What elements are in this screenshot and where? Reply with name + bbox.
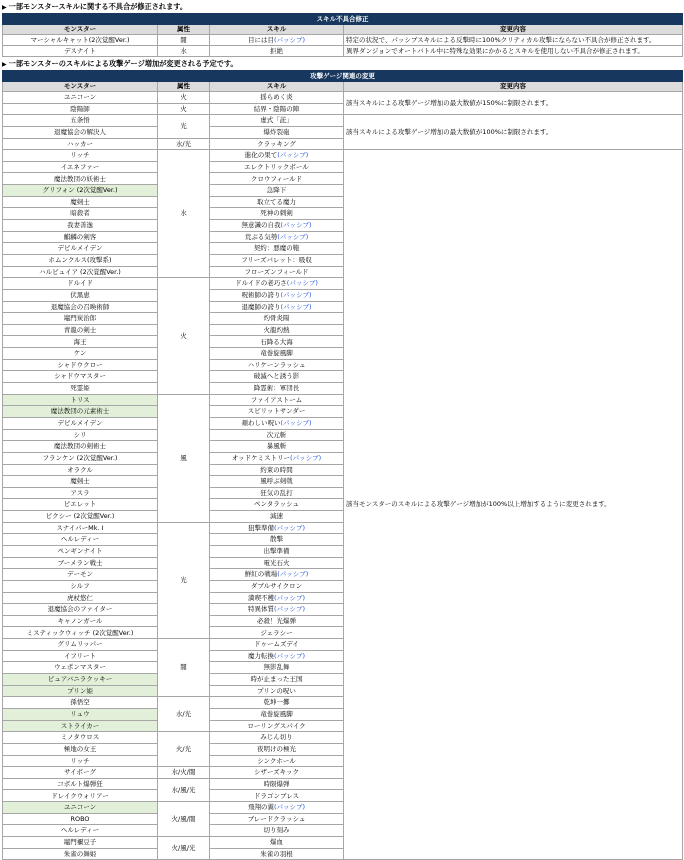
skill-cell (210, 743, 344, 755)
skill-cell (210, 452, 344, 464)
monster-cell: デスナイト (3, 46, 158, 57)
passive-tag: (パッシブ) (273, 651, 306, 660)
monster-cell: 退魔協会の召喚術師 (3, 301, 158, 313)
header-row (3, 82, 683, 92)
skill-name: オッドケミストリー (231, 453, 291, 462)
skill-cell (210, 115, 344, 127)
monster-cell: コボルト爆弾狂 (3, 778, 158, 790)
skill-cell (210, 220, 344, 232)
skill-name: 朱雀の羽根 (260, 849, 293, 858)
monster-cell: 五条悟 (3, 115, 158, 127)
skill-cell (210, 708, 344, 720)
skill-name: 呪術師の誇り (241, 290, 281, 299)
monster-cell: 魔剣士 (3, 196, 158, 208)
skill-cell (210, 534, 344, 546)
monster-cell: キャノンガール (3, 615, 158, 627)
monster-cell: マーシャルキャット(2次覚醒Ver.) (3, 35, 158, 46)
monster-cell: 麒麟の剣客 (3, 231, 158, 243)
attribute-cell: 水/光 (158, 697, 210, 732)
skill-name: ジェラシー (260, 628, 293, 637)
monster-cell: オラクル (3, 464, 158, 476)
monster-cell: 退魔協会のファイター (3, 604, 158, 616)
monster-cell: ペンギンナイト (3, 545, 158, 557)
section1-heading-text: 一部モンスタースキルに関する不具合が修正されます。 (8, 2, 188, 11)
attribute-cell: 水/火/闇 (158, 767, 210, 779)
skill-name: 出撃準備 (263, 547, 290, 556)
monster-cell: 極地の女王 (3, 743, 158, 755)
monster-cell: プリン姫 (3, 685, 158, 697)
skill-cell (210, 289, 344, 301)
attribute-cell: 水/光 (158, 138, 210, 150)
skill-name: 減速 (270, 512, 283, 521)
skill-name: クラッキング (257, 139, 296, 148)
skill-name: 散撃 (270, 535, 283, 544)
passive-tag: (パッシブ) (273, 803, 306, 812)
monster-cell: リッチ (3, 150, 158, 162)
monster-cell: 暗殺者 (3, 208, 158, 220)
passive-tag: (パッシブ) (273, 523, 306, 532)
change-cell: 該当スキルによる攻撃ゲージ増加の最大数値が150%に制限されます。 (344, 92, 683, 115)
skill-name: 揺らめく炎 (260, 93, 293, 102)
skill-cell (210, 464, 344, 476)
skill-cell (210, 848, 344, 860)
table-row (3, 92, 683, 104)
skill-cell (210, 231, 344, 243)
section2-heading (2, 59, 238, 69)
monster-cell: 死霊姫 (3, 383, 158, 395)
monster-cell: ユニコーン (3, 92, 158, 104)
skill-name: ハリケーンラッシュ (247, 360, 306, 369)
monster-cell: ミスティックウィッチ (2次覚醒Ver.) (3, 627, 158, 639)
skill-name: ドラゴンブレス (253, 791, 300, 800)
column-header-attribute: 属性 (158, 25, 210, 35)
monster-cell: アスラ (3, 487, 158, 499)
monster-cell: 朱雀の舞姫 (3, 848, 158, 860)
skill-cell (210, 767, 344, 779)
skill-cell (210, 266, 344, 278)
attribute-cell: 闇 (158, 35, 210, 46)
skill-name: 虚式「茈」 (260, 116, 293, 125)
skill-cell (210, 417, 344, 429)
skill-name: 切り刻み (263, 826, 290, 835)
passive-tag: (パッシブ) (273, 35, 306, 44)
skill-cell (210, 208, 344, 220)
skill-name: プリンの呪い (257, 686, 296, 695)
column-header-monster: モンスター (3, 25, 158, 35)
monster-cell: デーモン (3, 569, 158, 581)
monster-cell: ブーメラン戦士 (3, 557, 158, 569)
monster-cell: ピュアバニラクッキー (3, 674, 158, 686)
skill-name: 頬わしい呪い (241, 419, 281, 427)
skill-cell (210, 196, 344, 208)
monster-cell: ヘルレディー (3, 534, 158, 546)
monster-cell: グリフォン (2次覚醒Ver.) (3, 185, 158, 197)
monster-cell: 退魔協会の解決人 (3, 126, 158, 138)
monster-cell: デビルメイデン (3, 417, 158, 429)
attribute-cell: 火 (158, 278, 210, 394)
skill-cell (210, 662, 344, 674)
table-row (3, 150, 683, 162)
skill-name: 死神の刺剣 (260, 209, 293, 218)
skill-cell (210, 720, 344, 732)
monster-cell: 我妻善逸 (3, 220, 158, 232)
table-caption (3, 14, 683, 25)
skill-name: 狂気の乱打 (260, 488, 293, 497)
skill-cell (210, 173, 344, 185)
skill-cell (210, 476, 344, 488)
monster-cell: スナイパーMk. I (3, 522, 158, 534)
column-header-skill: スキル (210, 82, 344, 92)
skill-cell (210, 755, 344, 767)
skill-name: 契約：悪魔の鞄 (253, 244, 300, 253)
skill-name: 結界・陰陽の陣 (253, 104, 300, 113)
skill-name: クロウフィールド (250, 174, 303, 183)
skill-cell (210, 301, 344, 313)
triangle-bullet-icon: ▶ (2, 61, 7, 68)
passive-tag: (パッシブ) (280, 419, 312, 427)
table-row (3, 35, 683, 46)
skill-name: 乾坤一擲 (263, 698, 290, 707)
skill-cell (210, 825, 344, 837)
passive-tag: (パッシブ) (280, 302, 312, 311)
skill-name: ダブルサイクロン (250, 581, 303, 590)
skill-cell (210, 802, 344, 814)
skill-cell (210, 837, 344, 849)
monster-cell: シリ (3, 429, 158, 441)
passive-tag: (パッシブ) (277, 151, 309, 160)
triangle-bullet-icon: ▶ (2, 4, 7, 11)
monster-cell: 魔法教団の剣術士 (3, 441, 158, 453)
skill-name: シザーズキック (253, 768, 300, 777)
monster-cell: ユニコーン (3, 802, 158, 814)
skill-name: 風呼ぶ剣戟 (260, 477, 293, 486)
skill-cell (210, 406, 344, 418)
skill-cell (210, 254, 344, 266)
monster-cell: シャドウマスター (3, 371, 158, 383)
monster-cell: リュウ (3, 708, 158, 720)
passive-tag: (パッシブ) (277, 570, 309, 579)
skill-cell (210, 126, 344, 138)
skill-cell (210, 371, 344, 383)
skill-bug-fix-table (2, 13, 683, 57)
skill-name: 次元斬 (266, 430, 287, 439)
monster-cell: イフリート (3, 650, 158, 662)
skill-name: 狙撃準備 (247, 523, 274, 532)
skill-cell (210, 138, 344, 150)
table-row (3, 46, 683, 57)
skill-cell (210, 46, 344, 57)
section1-heading (2, 2, 187, 12)
skill-name: 無意識の自我 (241, 221, 281, 230)
skill-cell (210, 394, 344, 406)
monster-cell: グリムリッパー (3, 639, 158, 651)
skill-name: 満喫不穫 (247, 593, 274, 602)
monster-cell: ウェポンマスター (3, 662, 158, 674)
skill-cell (210, 359, 344, 371)
monster-cell: シャドウクロー (3, 359, 158, 371)
change-cell: 該当モンスターのスキルによる攻撃ゲージ増加が100%以上増加するように変更されます。 (344, 150, 683, 860)
skill-cell (210, 685, 344, 697)
column-header-change: 変更内容 (344, 82, 683, 92)
change-cell: 異界ダンジョンでオートバトル中に特殊な効果にかかるとスキルを使用しない不具合が修正されます。 (344, 46, 683, 57)
skill-cell (210, 92, 344, 104)
monster-cell: ハルピュイア (2次覚醒Ver.) (3, 266, 158, 278)
skill-cell (210, 313, 344, 325)
skill-name: エレクトリックボール (244, 162, 309, 171)
skill-name: 火龍灼熱 (263, 325, 290, 334)
skill-name: 進化の果て (244, 151, 278, 160)
monster-cell: サイボーグ (3, 767, 158, 779)
skill-name: 夜明けの極光 (257, 744, 296, 753)
table-caption-cell: スキル不具合修正 (3, 14, 683, 25)
skill-name: 荒ぶる気勢 (244, 232, 278, 241)
monster-cell: 竈門禰豆子 (3, 837, 158, 849)
skill-cell (210, 557, 344, 569)
monster-cell: ドレイクウォリアー (3, 790, 158, 802)
skill-cell (210, 778, 344, 790)
attack-gauge-change-table (2, 70, 683, 860)
passive-tag: (パッシブ) (273, 593, 306, 602)
attribute-cell: 光 (158, 522, 210, 638)
skill-name: フローズンフィールド (244, 267, 309, 276)
skill-name: 飛翔の翼 (247, 803, 274, 812)
skill-cell (210, 499, 344, 511)
monster-cell: ピエレット (3, 499, 158, 511)
attribute-cell: 風 (158, 394, 210, 522)
monster-cell: ストライカー (3, 720, 158, 732)
passive-tag: (パッシブ) (277, 232, 309, 241)
skill-name: ペンタラッシュ (254, 500, 299, 509)
skill-name: 魔力転換 (247, 651, 274, 660)
monster-cell: トリス (3, 394, 158, 406)
skill-cell (210, 103, 344, 115)
skill-name: シンクホール (257, 756, 296, 765)
skill-name: 爆炸裂砲 (263, 127, 290, 136)
monster-cell: 虎杖悠仁 (3, 592, 158, 604)
skill-name: みじん切り (260, 733, 293, 742)
skill-name: 無影乱舞 (263, 663, 290, 672)
table-row (3, 115, 683, 127)
change-cell: 該当スキルによる攻撃ゲージ増加の最大数値が100%に制限されます。 (344, 115, 683, 150)
skill-name: 石降る大海 (260, 337, 293, 346)
monster-cell: 海王 (3, 336, 158, 348)
skill-cell (210, 278, 344, 290)
monster-cell: ケン (3, 348, 158, 360)
skill-cell (210, 487, 344, 499)
header-row (3, 25, 683, 35)
attribute-cell: 水 (158, 150, 210, 278)
skill-cell (210, 522, 344, 534)
skill-cell (210, 35, 344, 46)
monster-cell: 竈門炭治郎 (3, 313, 158, 325)
attribute-cell: 火/風/闇 (158, 802, 210, 837)
monster-cell: ハッカー (3, 138, 158, 150)
attribute-cell: 水 (158, 46, 210, 57)
attribute-cell: 光 (158, 115, 210, 138)
skill-cell (210, 150, 344, 162)
skill-name: 爆血 (270, 838, 283, 847)
skill-cell (210, 697, 344, 709)
skill-name: ローリングスパイク (247, 721, 306, 730)
skill-name: 約束の時間 (260, 465, 293, 474)
monster-cell: 青龍の剣士 (3, 324, 158, 336)
column-header-attribute: 属性 (158, 82, 210, 92)
skill-cell (210, 732, 344, 744)
passive-tag: (パッシブ) (290, 453, 322, 462)
attribute-cell: 火 (158, 92, 210, 104)
skill-cell (210, 580, 344, 592)
skill-name: 特異体質 (247, 605, 274, 614)
skill-cell (210, 324, 344, 336)
skill-name: スピリットサンダー (247, 407, 306, 416)
skill-cell (210, 441, 344, 453)
monster-cell: ヘルレディー (3, 825, 158, 837)
skill-cell (210, 627, 344, 639)
skill-cell (210, 383, 344, 395)
skill-name: 時限爆弾 (263, 779, 290, 788)
skill-cell (210, 185, 344, 197)
attribute-cell: 火 (158, 103, 210, 115)
skill-name: ブレードクラッシュ (247, 814, 306, 823)
skill-name: ファイアストーム (250, 395, 303, 404)
monster-cell: ピクシー (2次覚醒Ver.) (3, 511, 158, 523)
skill-cell (210, 161, 344, 173)
skill-name: ドルイドの老巧さ (235, 279, 287, 288)
skill-name: 竜巻旋風脚 (260, 349, 293, 358)
change-cell: 特定の状況で、パッシブスキルによる反撃時に100%クリティカル攻撃にならない不具合が修正されます。 (344, 35, 683, 46)
skill-cell (210, 569, 344, 581)
skill-cell (210, 243, 344, 255)
skill-cell (210, 348, 344, 360)
table-caption (3, 71, 683, 82)
monster-cell: ドルイド (3, 278, 158, 290)
skill-name: 目には目 (247, 35, 274, 44)
skill-cell (210, 511, 344, 523)
column-header-monster: モンスター (3, 82, 158, 92)
skill-cell (210, 545, 344, 557)
passive-tag: (パッシブ) (286, 279, 318, 288)
monster-cell: イエネファー (3, 161, 158, 173)
skill-name: 鮮紅の戦場 (244, 570, 278, 579)
skill-name: 竜巻旋風脚 (260, 710, 293, 719)
skill-cell (210, 429, 344, 441)
column-header-skill: スキル (210, 25, 344, 35)
attribute-cell: 火/風/光 (158, 837, 210, 860)
monster-cell: ROBO (3, 813, 158, 825)
skill-cell (210, 674, 344, 686)
monster-cell: 魔剣士 (3, 476, 158, 488)
skill-name: フリーズバレット：吸収 (241, 256, 312, 265)
skill-cell (210, 650, 344, 662)
monster-cell: ミノタウロス (3, 732, 158, 744)
attribute-cell: 火/光 (158, 732, 210, 767)
passive-tag: (パッシブ) (280, 290, 312, 299)
attribute-cell: 闇 (158, 639, 210, 697)
skill-cell (210, 592, 344, 604)
skill-name: 灼骨炎陽 (263, 314, 290, 323)
monster-cell: 魔法教団の妖術士 (3, 173, 158, 185)
skill-name: 拒絶 (270, 46, 283, 55)
skill-name: ドゥームズデイ (254, 640, 299, 649)
monster-cell: ホムンクルス(攻撃系) (3, 254, 158, 266)
skill-cell (210, 813, 344, 825)
column-header-change: 変更内容 (344, 25, 683, 35)
monster-cell: 陰陽師 (3, 103, 158, 115)
monster-cell: 孫悟空 (3, 697, 158, 709)
skill-name: 必殺！光爆弾 (257, 616, 296, 625)
skill-name: 電光石火 (263, 558, 290, 567)
passive-tag: (パッシブ) (273, 605, 306, 614)
skill-name: 暴風斬 (266, 442, 287, 451)
skill-cell (210, 336, 344, 348)
skill-name: 降霊術：軍団長 (253, 384, 300, 393)
skill-name: 取立てる魔力 (257, 197, 296, 206)
monster-cell: リッチ (3, 755, 158, 767)
skill-cell (210, 639, 344, 651)
skill-name: 退魔師の誇り (241, 302, 281, 311)
skill-cell (210, 604, 344, 616)
monster-cell: 魔法教団の元素術士 (3, 406, 158, 418)
skill-name: 時が止まった王国 (250, 675, 303, 684)
section2-heading-text: 一部モンスターのスキルによる攻撃ゲージ増加が変更される予定です。 (8, 59, 238, 68)
monster-cell: デビルメイデン (3, 243, 158, 255)
attribute-cell: 水/風/光 (158, 778, 210, 801)
table-caption-cell: 攻撃ゲージ関連の変更 (3, 71, 683, 82)
monster-cell: フランケン (2次覚醒Ver.) (3, 452, 158, 464)
skill-name: 急降下 (266, 186, 287, 195)
monster-cell: シルフ (3, 580, 158, 592)
skill-cell (210, 615, 344, 627)
skill-name: 破滅へと誘う影 (253, 372, 300, 381)
passive-tag: (パッシブ) (280, 221, 312, 230)
monster-cell: 伏黒恵 (3, 289, 158, 301)
